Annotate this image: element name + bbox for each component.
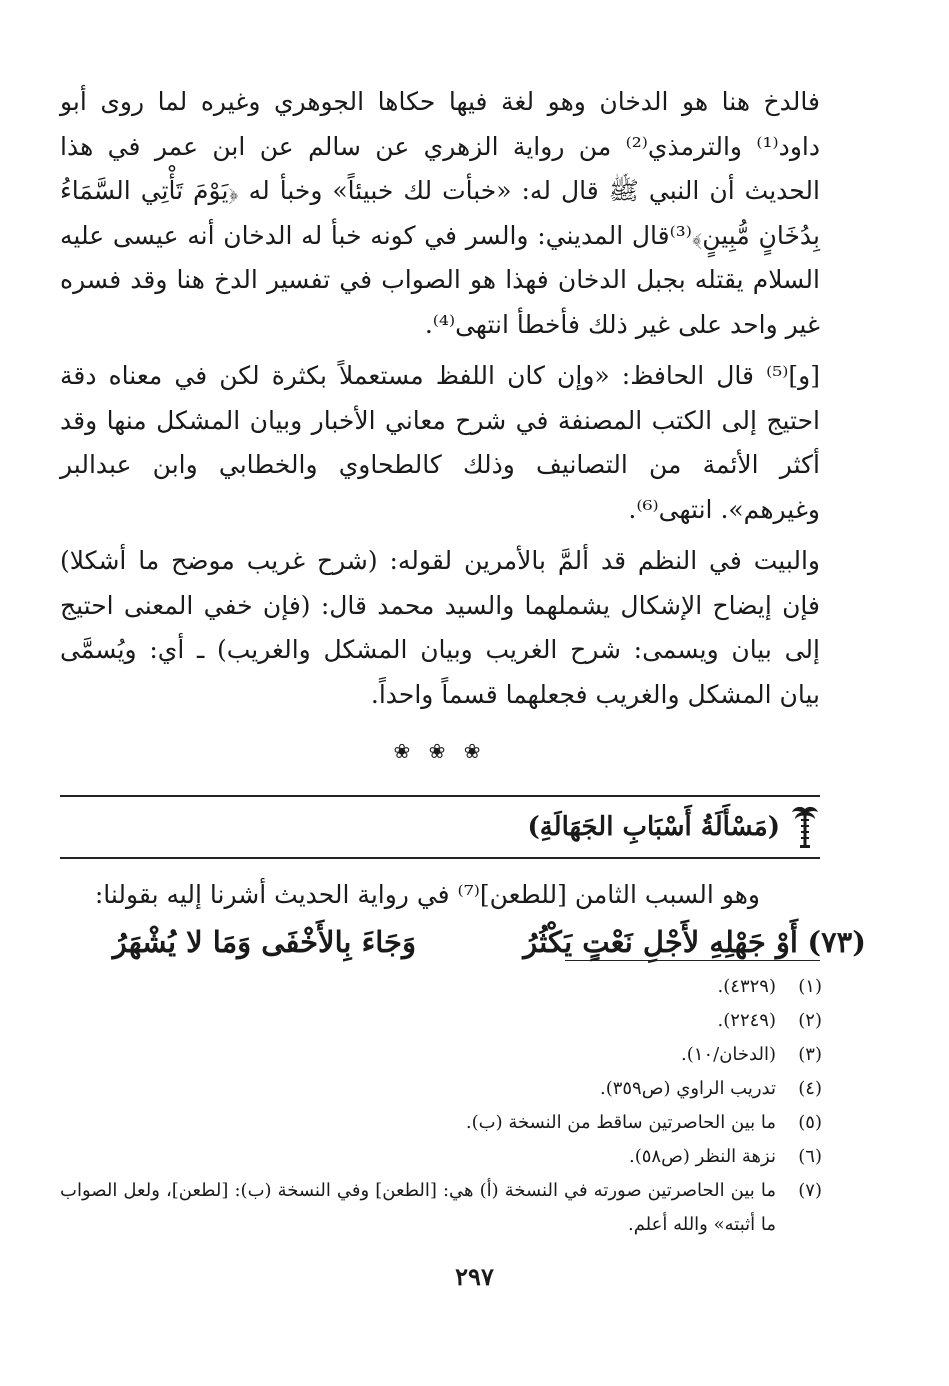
- paragraph-2: [و]⁽⁵⁾ قال الحافظ: «وإن كان اللفظ مستعملاً بكثرة لكن في معناه دقة احتيج إلى الكتب المصنفة في شرح معاني الأخبار وبيان المشكل منها وقد أكثر الأئمة من التصانيف وذلك كالطحاوي والخطابي وابن عبدالبر وغيرهم». انتهى⁽⁶⁾.: [60, 361, 820, 524]
- footnote-number: (٤): [798, 1078, 822, 1099]
- footnote-number: (٢): [798, 1010, 822, 1031]
- verse-number: (٧٣): [807, 925, 866, 959]
- footnote-number: (١): [798, 976, 822, 997]
- paragraph-1: فالدخ هنا هو الدخان وهو لغة فيها حكاها الجوهري وغيره لما روى أبو داود⁽¹⁾ والترمذي⁽²⁾ من رواية الزهري عن سالم عن ابن عمر في هذا الحديث أن النبي ﷺ قال له: «خبأت لك خبيئاً» وخبأ له ﴿يَوْمَ تَأْتِي السَّمَاءُ بِدُخَانٍ مُّبِينٍ﴾⁽³⁾قال المديني: والسر في كونه خبأ له الدخان أنه عيسى عليه السلام يقتله بجبل الدخان فهذا هو الصواب في تفسير الدخ هنا وقد فسره غير واحد على غير ذلك فأخطأ انتهى⁽⁴⁾.: [60, 87, 820, 339]
- footnote-number: (٥): [798, 1112, 822, 1133]
- section-header: [60, 795, 820, 859]
- footnote-number: (٧): [798, 1180, 822, 1201]
- footnote: [60, 970, 822, 1004]
- footnote-text: ما بين الحاصرتين ساقط من النسخة (ب).: [465, 1112, 776, 1133]
- footnote: [60, 1106, 822, 1140]
- footnote-text: ما بين الحاصرتين صورته في النسخة (أ) هي: [الطعن] وفي النسخة (ب): [لطعن]، ولعل الصواب ما أثبته» والله أعلم.: [60, 1180, 776, 1235]
- footnote-number: (٣): [798, 1044, 822, 1065]
- footnote-text: تدريب الراوي (ص٣٥٩).: [599, 1078, 776, 1099]
- verse-intro: وهو السبب الثامن [للطعن]⁽⁷⁾ في رواية الحديث أشرنا إليه بقولنا:: [94, 880, 760, 909]
- footnote-separator: [565, 960, 820, 961]
- footnote: [60, 1140, 822, 1174]
- page-number: ٢٩٧: [455, 1262, 494, 1291]
- palm-ornament-icon: [790, 805, 820, 849]
- footnote: [60, 1072, 822, 1106]
- footnote-text: (٢٢٤٩).: [717, 1010, 776, 1031]
- footnote-text: (الدخان/١٠).: [681, 1044, 776, 1065]
- footnote: [60, 1174, 822, 1242]
- verse-hemistich-2: وَجَاءَ بِالأَخْفَى وَمَا لا يُشْهَرُ: [112, 925, 416, 959]
- section-divider-ornament: ❀ ❀ ❀: [393, 739, 487, 763]
- footnote-text: نزهة النظر (ص٥٨).: [628, 1146, 776, 1167]
- footnote-text: (٤٣٢٩).: [717, 976, 776, 997]
- footnote: [60, 1004, 822, 1038]
- footnote-number: (٦): [798, 1146, 822, 1167]
- footnote: [60, 1038, 822, 1072]
- section-title: (مَسْأَلَةُ أَسْبَابِ الجَهَالَةِ): [527, 812, 780, 842]
- footnotes: [60, 970, 822, 1242]
- verse-hemistich-1: أَوْ جَهْلِهِ لأَجْلِ نَعْتٍ يَكْثُرُ: [523, 925, 798, 959]
- paragraph-3: والبيت في النظم قد ألمَّ بالأمرين لقوله: (شرح غريب موضح ما أشكلا) فإن إيضاح الإشكال يشملهما والسيد محمد قال: (فإن خفي المعنى احتيج إلى بيان ويسمى: شرح الغريب وبيان المشكل والغريب) ـ أي: ويُسمَّى بيان المشكل والغريب فجعلهما قسماً واحداً.: [60, 546, 820, 709]
- page-body: [60, 80, 866, 967]
